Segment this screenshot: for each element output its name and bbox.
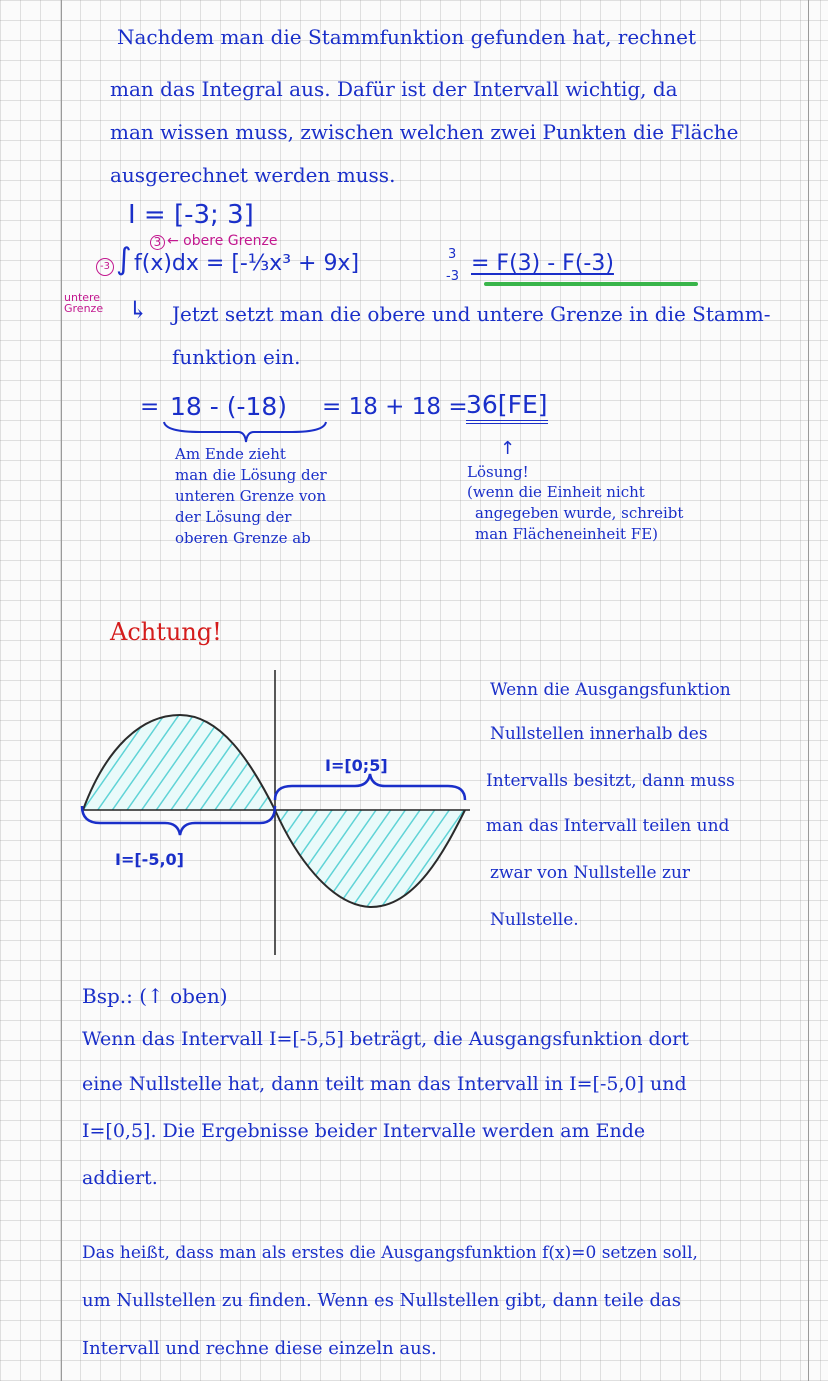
graph-text-line-6: Nullstelle. [490,910,579,930]
integral-bound-upper: 3 [448,247,457,262]
margin-line-right [808,0,809,1381]
graph-label-left: I=[-5,0] [115,850,184,869]
step-line-2: funktion ein. [172,345,301,369]
graph-text-line-2: Nullstellen innerhalb des [490,724,708,744]
lower-bound-label: untere Grenze [64,291,104,315]
warning-heading: Achtung! [110,618,222,646]
example-line-3: I=[0,5]. Die Ergebnisse beider Intervalle werden am Ende [82,1120,646,1142]
example-line-1: Wenn das Intervall I=[-5,5] beträgt, die Ausgangsfunktion dort [82,1028,689,1050]
upper-bound-marker: 3 [150,235,165,250]
note-left-line-4: der Lösung der [175,508,292,526]
area-negative [275,810,465,907]
brace-right [275,774,465,800]
calc-middle: = 18 + 18 = [322,394,468,420]
closing-line-3: Intervall und rechne diese einzeln aus. [82,1338,437,1359]
graph-text-line-1: Wenn die Ausgangsfunktion [490,680,731,700]
calc-part: 18 - (-18) [170,392,288,421]
upper-bound-label: ← obere Grenze [167,233,278,249]
note-left-line-2: man die Lösung der [175,466,327,484]
interval-definition: I = [-3; 3] [128,200,254,230]
closing-line-1: Das heißt, dass man als erstes die Ausgangsfunktion f(x)=0 setzen soll, [82,1243,698,1263]
integral-expression: f(x)dx = [-⅓x³ + 9x] [134,251,360,276]
graph-text-line-4: man das Intervall teilen und [486,816,730,836]
function-graph [70,660,475,960]
note-right-arrow: ↑ [500,438,516,459]
result-highlight [484,282,698,286]
note-left-line-3: unteren Grenze von [175,487,327,505]
margin-line-left [61,0,62,1381]
graph-label-right: I=[0;5] [325,756,388,775]
intro-line-2: man das Integral aus. Dafür ist der Intervall wichtig, da [110,77,678,101]
note-right-line-4: man Flächeneinheit FE) [475,525,659,543]
example-line-2: eine Nullstelle hat, dann teilt man das Intervall in I=[-5,0] und [82,1073,687,1095]
intro-line-1: Nachdem man die Stammfunktion gefunden hat, rechnet [117,25,697,49]
area-positive [83,715,275,810]
note-right-line-3: angegeben wurde, schreibt [475,504,684,522]
calc-answer: 36[FE] [466,390,548,424]
note-left-line-5: oberen Grenze ab [175,529,311,547]
step-arrow: ↳ [128,296,149,324]
graph-text-line-3: Intervalls besitzt, dann muss [486,771,735,791]
graph-text-line-5: zwar von Nullstelle zur [490,863,691,883]
intro-line-4: ausgerechnet werden muss. [110,163,396,187]
integral-bound-lower: -3 [446,269,459,284]
step-line-1: Jetzt setzt man die obere und untere Grenze in die Stamm- [172,302,771,326]
closing-line-2: um Nullstellen zu finden. Wenn es Nullstellen gibt, dann teile das [82,1290,682,1311]
example-heading: Bsp.: (↑ oben) [82,984,228,1008]
note-right-line-2: (wenn die Einheit nicht [467,483,645,501]
integral-result: = F(3) - F(-3) [471,251,614,276]
calc-equals: = [140,394,160,420]
integral-symbol: ∫ [116,242,132,277]
note-right-line-1: Lösung! [467,463,529,481]
example-line-4: addiert. [82,1167,158,1189]
intro-line-3: man wissen muss, zwischen welchen zwei Punkten die Fläche [110,120,739,144]
calc-brace [160,418,330,446]
note-left-line-1: Am Ende zieht [175,445,286,463]
lower-bound-marker: -3 [96,258,114,276]
